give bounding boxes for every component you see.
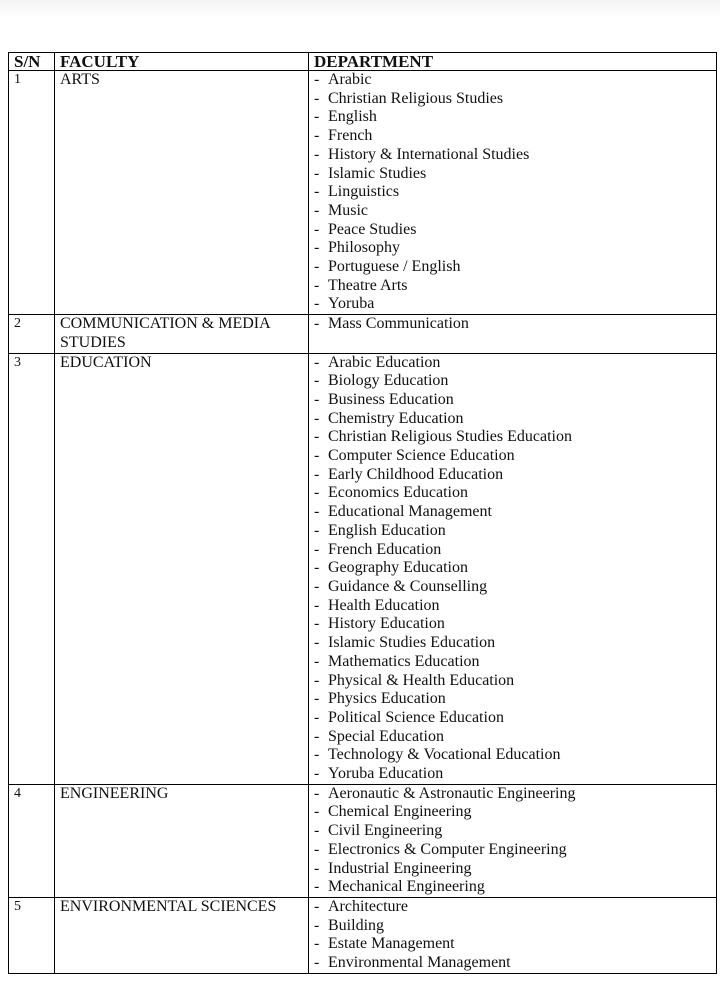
department-name: English (328, 108, 377, 126)
bullet-dash: - (314, 503, 320, 521)
list-item (314, 372, 716, 391)
list-item (314, 428, 716, 447)
list-item (314, 672, 716, 691)
bullet-dash: - (314, 897, 320, 915)
row-faculty: ENGINEERING (55, 784, 309, 897)
department-name: Linguistics (328, 183, 400, 201)
department-name: Early Childhood Education (328, 465, 504, 483)
department-name: Yoruba Education (328, 765, 444, 783)
row-faculty: ENVIRONMENTAL SCIENCES (55, 897, 309, 973)
list-item (314, 127, 716, 146)
bullet-dash: - (314, 765, 320, 783)
bullet-dash: - (314, 465, 320, 483)
bullet-dash: - (314, 295, 320, 313)
table-header-row (9, 53, 717, 71)
department-name: Computer Science Education (328, 447, 515, 465)
bullet-dash: - (314, 916, 320, 934)
header-department: DEPARTMENT (309, 53, 717, 71)
department-name: Aeronautic & Astronautic Engineering (328, 784, 576, 802)
header-sn: S/N (9, 53, 55, 71)
list-item (314, 709, 716, 728)
department-name: Theatre Arts (328, 276, 408, 294)
list-item (314, 597, 716, 616)
department-name: Estate Management (328, 935, 455, 953)
bullet-dash: - (314, 859, 320, 877)
department-name: Technology & Vocational Education (328, 746, 561, 764)
list-item (314, 860, 716, 879)
list-item (314, 183, 716, 202)
department-name: Peace Studies (328, 220, 417, 238)
bullet-dash: - (314, 727, 320, 745)
bullet-dash: - (314, 484, 320, 502)
department-name: French (328, 127, 373, 145)
bullet-dash: - (314, 353, 320, 371)
list-item (314, 954, 716, 973)
list-item (314, 354, 716, 373)
department-name: Physics Education (328, 690, 446, 708)
bullet-dash: - (314, 239, 320, 257)
department-name: Health Education (328, 596, 440, 614)
list-item (314, 71, 716, 90)
row-departments (309, 71, 717, 315)
row-faculty: ARTS (55, 71, 309, 315)
department-name: Educational Management (328, 503, 492, 521)
department-name: History & International Studies (328, 145, 530, 163)
bullet-dash: - (314, 840, 320, 858)
list-item (314, 765, 716, 784)
department-name: Arabic (328, 71, 372, 88)
bullet-dash: - (314, 559, 320, 577)
row-departments (309, 784, 717, 897)
row-sn: 5 (9, 897, 55, 973)
bullet-dash: - (314, 220, 320, 238)
list-item (314, 466, 716, 485)
row-departments (309, 897, 717, 973)
list-item (314, 634, 716, 653)
list-item (314, 146, 716, 165)
department-name: Business Education (328, 390, 454, 408)
bullet-dash: - (314, 803, 320, 821)
bullet-dash: - (314, 822, 320, 840)
header-faculty: FACULTY (55, 53, 309, 71)
list-item (314, 898, 716, 917)
department-name: Environmental Management (328, 954, 511, 972)
row-faculty: EDUCATION (55, 353, 309, 784)
department-name: Arabic Education (328, 353, 441, 371)
bullet-dash: - (314, 409, 320, 427)
department-name: Civil Engineering (328, 822, 443, 840)
department-name: Physical & Health Education (328, 671, 515, 689)
row-sn: 3 (9, 353, 55, 784)
bullet-dash: - (314, 372, 320, 390)
list-item (314, 841, 716, 860)
bullet-dash: - (314, 577, 320, 595)
row-sn: 1 (9, 71, 55, 315)
list-item (314, 728, 716, 747)
department-name: Islamic Studies Education (328, 634, 496, 652)
department-name: Mass Communication (328, 315, 469, 333)
list-item (314, 258, 716, 277)
table-row (9, 315, 717, 353)
list-item (314, 165, 716, 184)
department-list (314, 71, 716, 314)
bullet-dash: - (314, 258, 320, 276)
bullet-dash: - (314, 108, 320, 126)
faculty-department-table (8, 52, 717, 974)
department-name: French Education (328, 540, 442, 558)
bullet-dash: - (314, 954, 320, 972)
department-name: Mechanical Engineering (328, 878, 485, 896)
list-item (314, 690, 716, 709)
bullet-dash: - (314, 878, 320, 896)
list-item (314, 90, 716, 109)
department-name: Yoruba (328, 295, 375, 313)
department-list (314, 354, 716, 784)
list-item (314, 315, 716, 334)
list-item (314, 202, 716, 221)
table-row (9, 353, 717, 784)
department-name: Christian Religious Studies Education (328, 428, 572, 446)
row-departments (309, 315, 717, 353)
department-name: Chemistry Education (328, 409, 464, 427)
row-sn: 2 (9, 315, 55, 353)
list-item (314, 391, 716, 410)
list-item (314, 917, 716, 936)
row-faculty: COMMUNICATION & MEDIA STUDIES (55, 315, 309, 353)
bullet-dash: - (314, 615, 320, 633)
department-list (314, 785, 716, 897)
department-name: Biology Education (328, 372, 449, 390)
list-item (314, 559, 716, 578)
bullet-dash: - (314, 164, 320, 182)
bullet-dash: - (314, 596, 320, 614)
bullet-dash: - (314, 127, 320, 145)
list-item (314, 295, 716, 314)
table-body (9, 71, 717, 974)
row-sn: 4 (9, 784, 55, 897)
department-name: Music (328, 201, 368, 219)
list-item (314, 484, 716, 503)
bullet-dash: - (314, 784, 320, 802)
list-item (314, 822, 716, 841)
department-name: English Education (328, 521, 446, 539)
list-item (314, 803, 716, 822)
bullet-dash: - (314, 428, 320, 446)
bullet-dash: - (314, 935, 320, 953)
viewer-top-bar (0, 0, 720, 18)
department-name: Economics Education (328, 484, 468, 502)
list-item (314, 653, 716, 672)
list-item (314, 785, 716, 804)
bullet-dash: - (314, 634, 320, 652)
bullet-dash: - (314, 145, 320, 163)
list-item (314, 541, 716, 560)
list-item (314, 221, 716, 240)
bullet-dash: - (314, 447, 320, 465)
department-name: Political Science Education (328, 708, 504, 726)
department-list (314, 898, 716, 973)
bullet-dash: - (314, 690, 320, 708)
table-row (9, 897, 717, 973)
department-name: Guidance & Counselling (328, 577, 488, 595)
bullet-dash: - (314, 671, 320, 689)
table-row (9, 784, 717, 897)
row-departments (309, 353, 717, 784)
list-item (314, 447, 716, 466)
department-name: Electronics & Computer Engineering (328, 840, 567, 858)
bullet-dash: - (314, 540, 320, 558)
bullet-dash: - (314, 201, 320, 219)
bullet-dash: - (314, 708, 320, 726)
department-name: Philosophy (328, 239, 401, 257)
department-name: Islamic Studies (328, 164, 427, 182)
list-item (314, 935, 716, 954)
bullet-dash: - (314, 183, 320, 201)
list-item (314, 503, 716, 522)
bullet-dash: - (314, 315, 320, 333)
list-item (314, 746, 716, 765)
bullet-dash: - (314, 746, 320, 764)
list-item (314, 615, 716, 634)
department-name: Special Education (328, 727, 444, 745)
bullet-dash: - (314, 521, 320, 539)
department-name: Mathematics Education (328, 652, 480, 670)
bullet-dash: - (314, 390, 320, 408)
list-item (314, 239, 716, 258)
list-item (314, 410, 716, 429)
department-name: History Education (328, 615, 445, 633)
department-name: Geography Education (328, 559, 468, 577)
list-item (314, 277, 716, 296)
bullet-dash: - (314, 652, 320, 670)
department-name: Christian Religious Studies (328, 89, 504, 107)
bullet-dash: - (314, 71, 320, 88)
table-row (9, 71, 717, 315)
bullet-dash: - (314, 89, 320, 107)
department-name: Chemical Engineering (328, 803, 472, 821)
department-name: Portuguese / English (328, 258, 461, 276)
department-name: Architecture (328, 897, 408, 915)
department-name: Building (328, 916, 385, 934)
list-item (314, 878, 716, 897)
department-name: Industrial Engineering (328, 859, 472, 877)
list-item (314, 522, 716, 541)
list-item (314, 578, 716, 597)
department-list (314, 315, 716, 334)
bullet-dash: - (314, 276, 320, 294)
list-item (314, 108, 716, 127)
